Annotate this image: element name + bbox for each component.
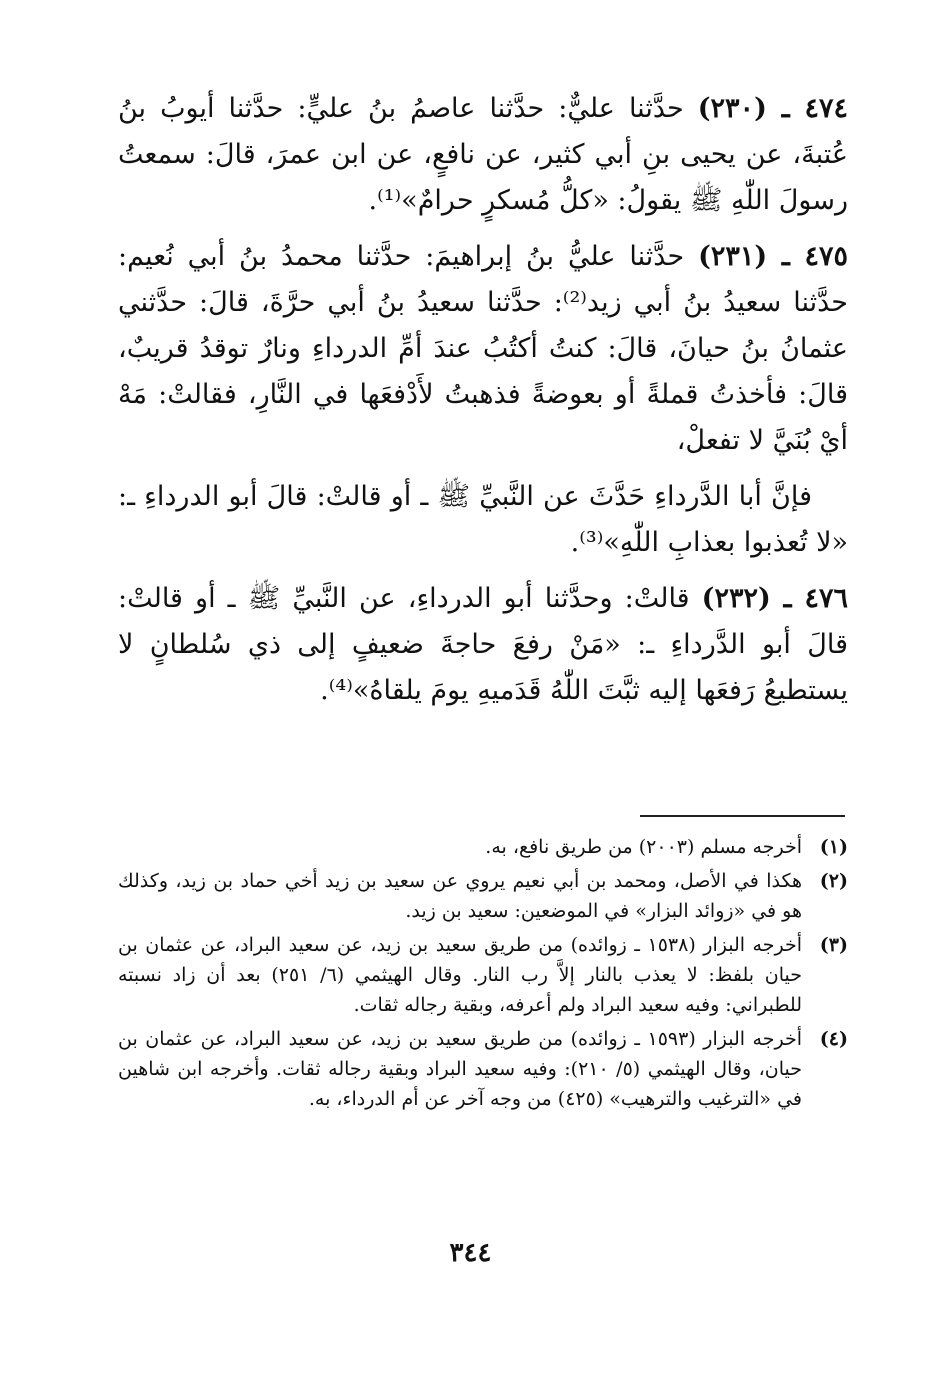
hadith-474 [118,86,848,224]
footnote-4 [118,1024,848,1114]
hadith-number: ٤٧٦ ـ (٢٣٢) [701,583,848,614]
hadith-number: ٤٧٥ ـ (٢٣١) [698,241,848,272]
hadith-text: قالتْ: وحدَّثنا أبو الدرداءِ، عن النَّبيِّ ﷺ ـ أو قالتْ: قالَ أبو الدَّرداءِ ـ: «مَنْ رفعَ حاجةَ ضعيفٍ إلى ذي سُلطانٍ لا يستطيعُ رَفعَها إليه ثبَّتَ اللّٰهُ قَدَميهِ يومَ يلقاهُ»⁽⁴⁾. [118,583,848,706]
footnote-text: أخرجه البزار (١٥٣٨ ـ زوائده) من طريق سعيد بن زيد، عن سعيد البراد، عن عثمان بن حيان بلفظ: لا يعذب بالنار إلاَّ رب النار. وقال الهيثمي (٦/ ٢٥١) بعد أن زاد نسبته للطبراني: وفيه سعيد البراد ولم أعرفه، وبقية رجاله ثقات. [118,934,802,1016]
hadith-475 [118,234,848,464]
hadith-476 [118,576,848,714]
hadith-text: حدَّثنا عليُّ بنُ إبراهيمَ: حدَّثنا محمدُ بنُ أبي نُعيم: حدَّثنا سعيدُ بنُ أبي زيد⁽²⁾: حدَّثنا سعيدُ بنُ أبي حرَّةَ، قالَ: حدَّثني عثمانُ بنُ حيانَ، قالَ: كنتُ أكتُبُ عندَ أمِّ الدرداءِ ونارٌ توقدُ قريبٌ، قالَ: فأخذتُ قملةً أو بعوضةً فذهبتُ لأَدْفعَها في النَّارِ، فقالتْ: مَهْ أيْ بُنَيَّ لا تفعلْ، [118,241,848,456]
hadith-number: ٤٧٤ ـ (٢٣٠) [697,93,848,124]
footnote-text: أخرجه مسلم (٢٠٠٣) من طريق نافع، به. [485,836,802,858]
page-number: ٣٤٤ [449,1238,492,1268]
footnote-separator [640,815,845,817]
footnote-2 [118,866,848,926]
footnote-number: (٤) [819,1028,848,1050]
main-text [118,86,848,724]
footnote-text: أخرجه البزار (١٥٩٣ ـ زوائده) من طريق سعيد بن زيد، عن سعيد البراد، عن عثمان بن حيان، وقال الهيثمي (٥/ ٢١٠): وفيه سعيد البراد وبقية رجاله ثقات. وأخرجه ابن شاهين في «الترغيب والترهيب» (٤٢٥) من وجه آخر عن أم الدرداء، به. [118,1028,802,1110]
hadith-475-continuation [118,474,848,566]
footnote-3 [118,930,848,1020]
footnote-text: هكذا في الأصل، ومحمد بن أبي نعيم يروي عن سعيد بن زيد أخي حماد بن زيد، وكذلك هو في «زوائد البزار» في الموضعين: سعيد بن زيد. [118,870,802,922]
hadith-text: حدَّثنا عليٌّ: حدَّثنا عاصمُ بنُ عليٍّ: حدَّثنا أيوبُ بنُ عُتبةَ، عن يحيى بنِ أبي كثير، عن نافعٍ، عن ابن عمرَ، قالَ: سمعتُ رسولَ اللّٰهِ ﷺ يقولُ: «كلُّ مُسكرٍ حرامٌ»⁽¹⁾. [118,93,848,216]
footnotes [118,832,848,1118]
footnote-number: (١) [819,836,848,858]
footnote-number: (٣) [819,934,848,956]
footnote-number: (٢) [819,870,848,892]
footnote-1 [118,832,848,862]
hadith-text: فإنَّ أبا الدَّرداءِ حَدَّثَ عن النَّبيِّ ﷺ ـ أو قالتْ: قالَ أبو الدرداءِ ـ: «لا تُعذبوا بعذابِ اللّٰهِ»⁽³⁾. [118,481,848,558]
